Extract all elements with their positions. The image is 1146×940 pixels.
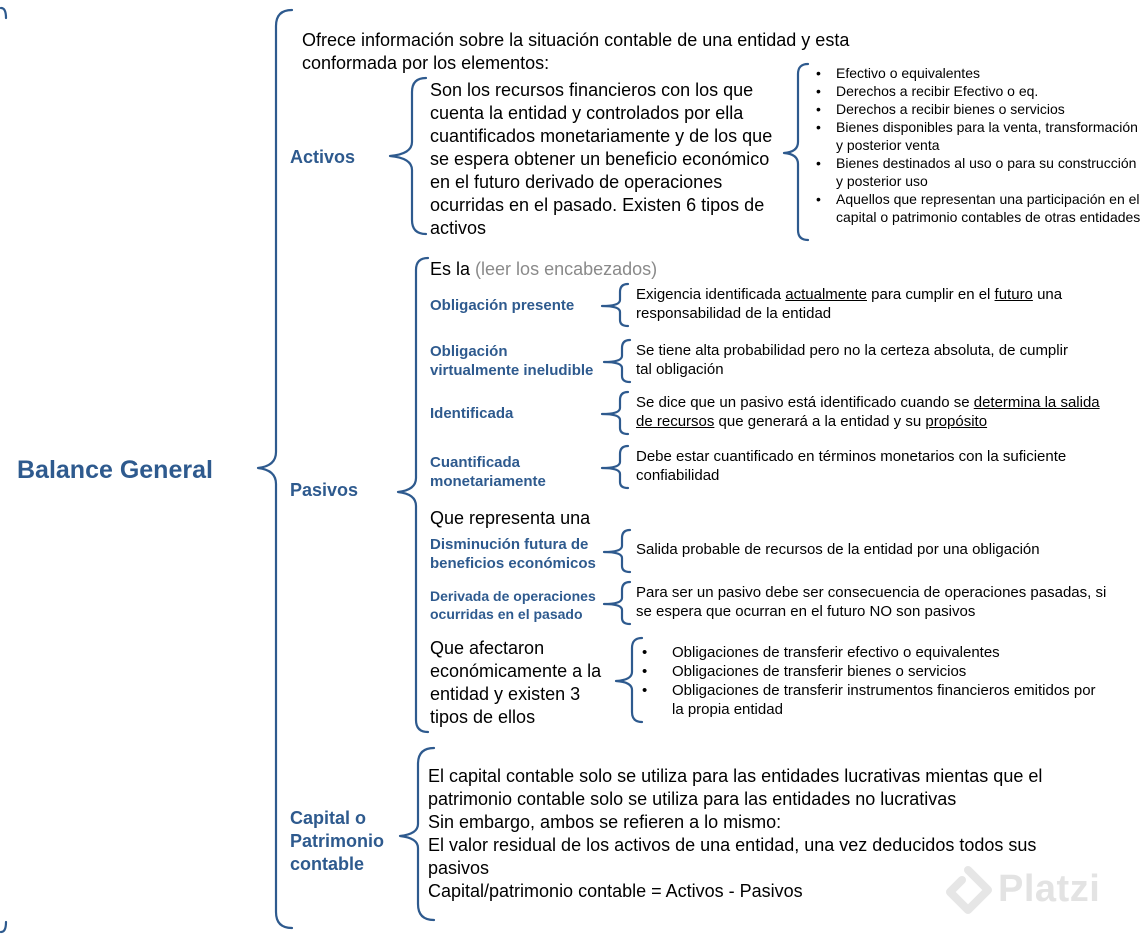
page-title: Balance General — [17, 456, 213, 484]
es-la-note: (leer los encabezados) — [475, 259, 658, 279]
pasivos-es-la — [430, 258, 657, 281]
activos-brace — [386, 70, 431, 240]
list-item: • Obligaciones de transferir instrumentos financieros emitidos por la propia entidad — [630, 681, 1110, 719]
cuantificada-brace — [598, 442, 634, 494]
activos-label: Activos — [290, 147, 356, 167]
identificada-brace — [598, 388, 634, 438]
capital-line: El capital contable solo se utiliza para las entidades lucrativas mientas que el patrimonio contable solo se utiliza para las entidades no lucrativas — [428, 766, 1043, 809]
cuantificada-text: Debe estar cuantificado en términos monetarios con la suficiente confiabilidad — [636, 448, 1067, 484]
activos-types-list — [810, 64, 1146, 226]
derivada-brace — [600, 578, 636, 628]
activos-types-brace — [782, 58, 812, 244]
que-afectaron-text: Que afectaron económicamente a la entidad y existen 3 tipos de ellos — [430, 638, 602, 727]
es-la-text: Es la — [430, 259, 471, 279]
que-representa-text: Que representa una — [430, 508, 591, 528]
list-item: • Bienes disponibles para la venta, transformación y posterior venta — [810, 118, 1146, 154]
capital-line: Capital/patrimonio contable = Activos - Pasivos — [428, 881, 803, 901]
list-item: • Derechos a recibir Efectivo o eq. — [810, 82, 1146, 100]
obligacion-presente-text: Exigencia identificada actualmente para cumplir en el futuro una responsabilidad de la entidad — [636, 286, 1063, 322]
derivada-text: Para ser un pasivo debe ser consecuencia de operaciones pasadas, si se espera que ocurran en el futuro NO son pasivos — [636, 584, 1107, 620]
list-item: • Obligaciones de transferir bienes o servicios — [630, 662, 1110, 681]
derivada-label: Derivada de operaciones ocurridas en el pasado — [430, 588, 596, 622]
capital-label: Capital o Patrimonio contable — [290, 808, 385, 874]
list-item: • Efectivo o equivalentes — [810, 64, 1146, 82]
identificada-text: Se dice que un pasivo está identificado cuando se determina la salida de recursos que generará a la entidad y su propósito — [636, 394, 1100, 430]
obligacion-presente-label: Obligación presente — [430, 297, 575, 314]
list-item: • Bienes destinados al uso o para su construcción y posterior uso — [810, 154, 1146, 190]
activos-description: Son los recursos financieros con los que cuenta la entidad y controlados por ella cuantificados monetariamente y de los que se espera obtener un beneficio económico en el futuro derivado de operaciones ocurridas en el pasado. Existen 6 tipos de activos — [430, 80, 773, 238]
intro-text: Ofrece información sobre la situación contable de una entidad y esta conformada por los elementos: — [302, 30, 850, 73]
pasivos-label: Pasivos — [290, 480, 359, 500]
capital-line: El valor residual de los activos de una entidad, una vez deducidos todos sus pasivos — [428, 835, 1037, 878]
obligacion-ineludible-label: Obligación virtualmente ineludible — [430, 343, 594, 379]
list-item: • Derechos a recibir bienes o servicios — [810, 100, 1146, 118]
capital-line: Sin embargo, ambos se refieren a lo mismo: — [428, 812, 782, 832]
main-brace — [250, 0, 300, 940]
disminucion-label: Disminución futura de beneficios económicos — [430, 536, 596, 572]
list-item: • Obligaciones de transferir efectivo o equivalentes — [630, 643, 1110, 662]
list-item: • Aquellos que representan una participación en el capital o patrimonio contables de otras entidades — [810, 190, 1146, 226]
identificada-label: Identificada — [430, 405, 514, 422]
obligacion-presente-brace — [598, 280, 634, 330]
pasivos-types-list — [630, 643, 1110, 719]
disminucion-brace — [600, 526, 636, 576]
cuantificada-label: Cuantificada monetariamente — [430, 454, 546, 490]
obligacion-ineludible-brace — [600, 336, 636, 386]
edge-brace-fragment — [0, 0, 12, 940]
platzi-watermark: Platzi — [998, 868, 1101, 910]
obligacion-ineludible-text: Se tiene alta probabilidad pero no la certeza absoluta, de cumplir tal obligación — [636, 342, 1068, 378]
platzi-logo-icon — [940, 864, 996, 920]
disminucion-text: Salida probable de recursos de la entidad por una obligación — [636, 541, 1040, 558]
